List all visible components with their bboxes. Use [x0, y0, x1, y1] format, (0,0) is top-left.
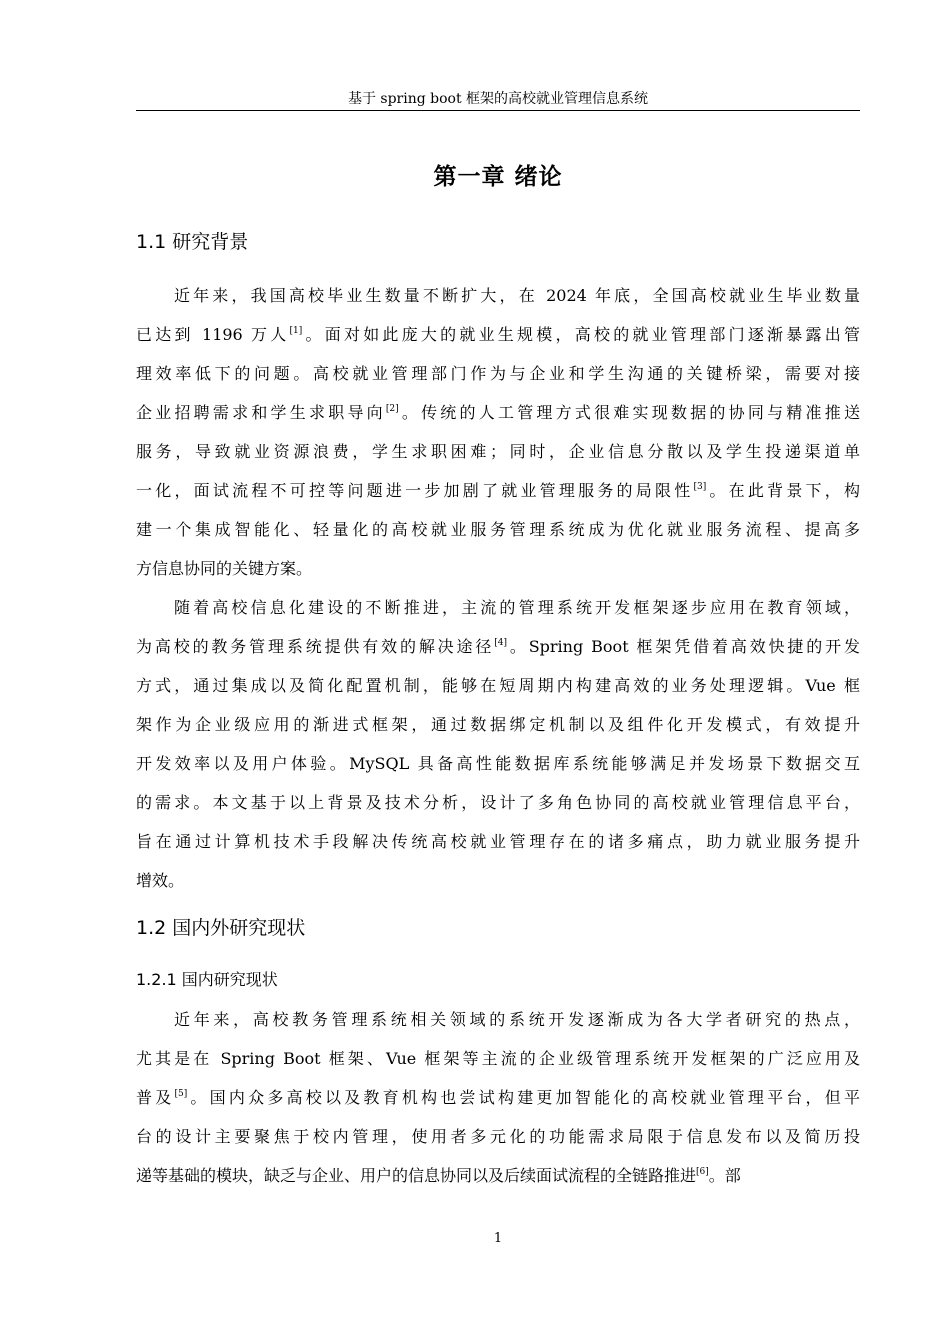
paragraph-line: 递等基础的模块，缺乏与企业、用户的信息协同以及后续面试流程的全链路推进[6]。部	[136, 1166, 741, 1185]
paragraph-line: 为高校的教务管理系统提供有效的解决途径[4]。Spring Boot 框架凭借着高效快捷的开发	[136, 637, 860, 656]
paragraph-line: 方信息协同的关键方案。	[136, 559, 313, 578]
paragraph-line: 企业招聘需求和学生求职导向[2]。传统的人工管理方式很难实现数据的协同与精准推送	[136, 403, 860, 422]
running-header: 基于 spring boot 框架的高校就业管理信息系统	[136, 89, 860, 111]
paragraph-line: 普及[5]。国内众多高校以及教育机构也尝试构建更加智能化的高校就业管理平台，但平	[136, 1088, 860, 1107]
paragraph-line: 随着高校信息化建设的不断推进，主流的管理系统开发框架逐步应用在教育领域，	[174, 598, 860, 617]
paragraph-line: 架作为企业级应用的渐进式框架，通过数据绑定机制以及组件化开发模式，有效提升	[136, 715, 860, 734]
paragraph-line: 增效。	[136, 871, 185, 890]
chapter-title: 第一章 绪论	[433, 164, 563, 190]
paragraph-line: 一化，面试流程不可控等问题进一步加剧了就业管理服务的局限性[3]。在此背景下，构	[136, 481, 860, 500]
paragraph-line: 已达到 1196 万人[1]。面对如此庞大的就业生规模，高校的就业管理部门逐渐暴露出管	[136, 325, 860, 344]
citation-marker: [4]	[494, 638, 507, 648]
citation-marker: [6]	[696, 1167, 709, 1177]
paragraph-1-2-1-a	[136, 1000, 860, 1195]
citation-marker: [1]	[289, 326, 303, 336]
paragraph-line: 开发效率以及用户体验。MySQL 具备高性能数据库系统能够满足并发场景下数据交互	[136, 754, 860, 773]
paragraph-line: 的需求。本文基于以上背景及技术分析，设计了多角色协同的高校就业管理信息平台，	[136, 793, 860, 812]
paragraph-line: 服务，导致就业资源浪费，学生求职困难；同时，企业信息分散以及学生投递渠道单	[136, 442, 860, 461]
paragraph-line: 台的设计主要聚焦于校内管理，使用者多元化的功能需求局限于信息发布以及简历投	[136, 1127, 860, 1146]
paragraph-line: 旨在通过计算机技术手段解决传统高校就业管理存在的诸多痛点，助力就业服务提升	[136, 832, 860, 851]
citation-marker: [2]	[385, 404, 399, 414]
citation-marker: [3]	[693, 482, 707, 492]
paragraph-line: 尤其是在 Spring Boot 框架、Vue 框架等主流的企业级管理系统开发框架的广泛应用及	[136, 1049, 860, 1068]
subsection-heading-1-2-1: 1.2.1 国内研究现状	[136, 970, 278, 989]
paragraph-line: 近年来，高校教务管理系统相关领域的系统开发逐渐成为各大学者研究的热点，	[174, 1010, 860, 1029]
paragraph-line: 建一个集成智能化、轻量化的高校就业服务管理系统成为优化就业服务流程、提高多	[136, 520, 860, 539]
paragraph-line: 近年来，我国高校毕业生数量不断扩大，在 2024 年底，全国高校就业生毕业数量	[174, 286, 860, 305]
section-heading-1-2: 1.2 国内外研究现状	[136, 917, 306, 939]
paragraph-1-1-a	[136, 276, 860, 588]
paragraph-1-1-b	[136, 588, 860, 900]
paragraph-line: 方式，通过集成以及简化配置机制，能够在短周期内构建高效的业务处理逻辑。Vue 框	[136, 676, 860, 695]
page-number: 1	[493, 1231, 503, 1246]
citation-marker: [5]	[174, 1089, 188, 1099]
section-heading-1-1: 1.1 研究背景	[136, 231, 249, 253]
paragraph-line: 理效率低下的问题。高校就业管理部门作为与企业和学生沟通的关键桥梁，需要对接	[136, 364, 860, 383]
